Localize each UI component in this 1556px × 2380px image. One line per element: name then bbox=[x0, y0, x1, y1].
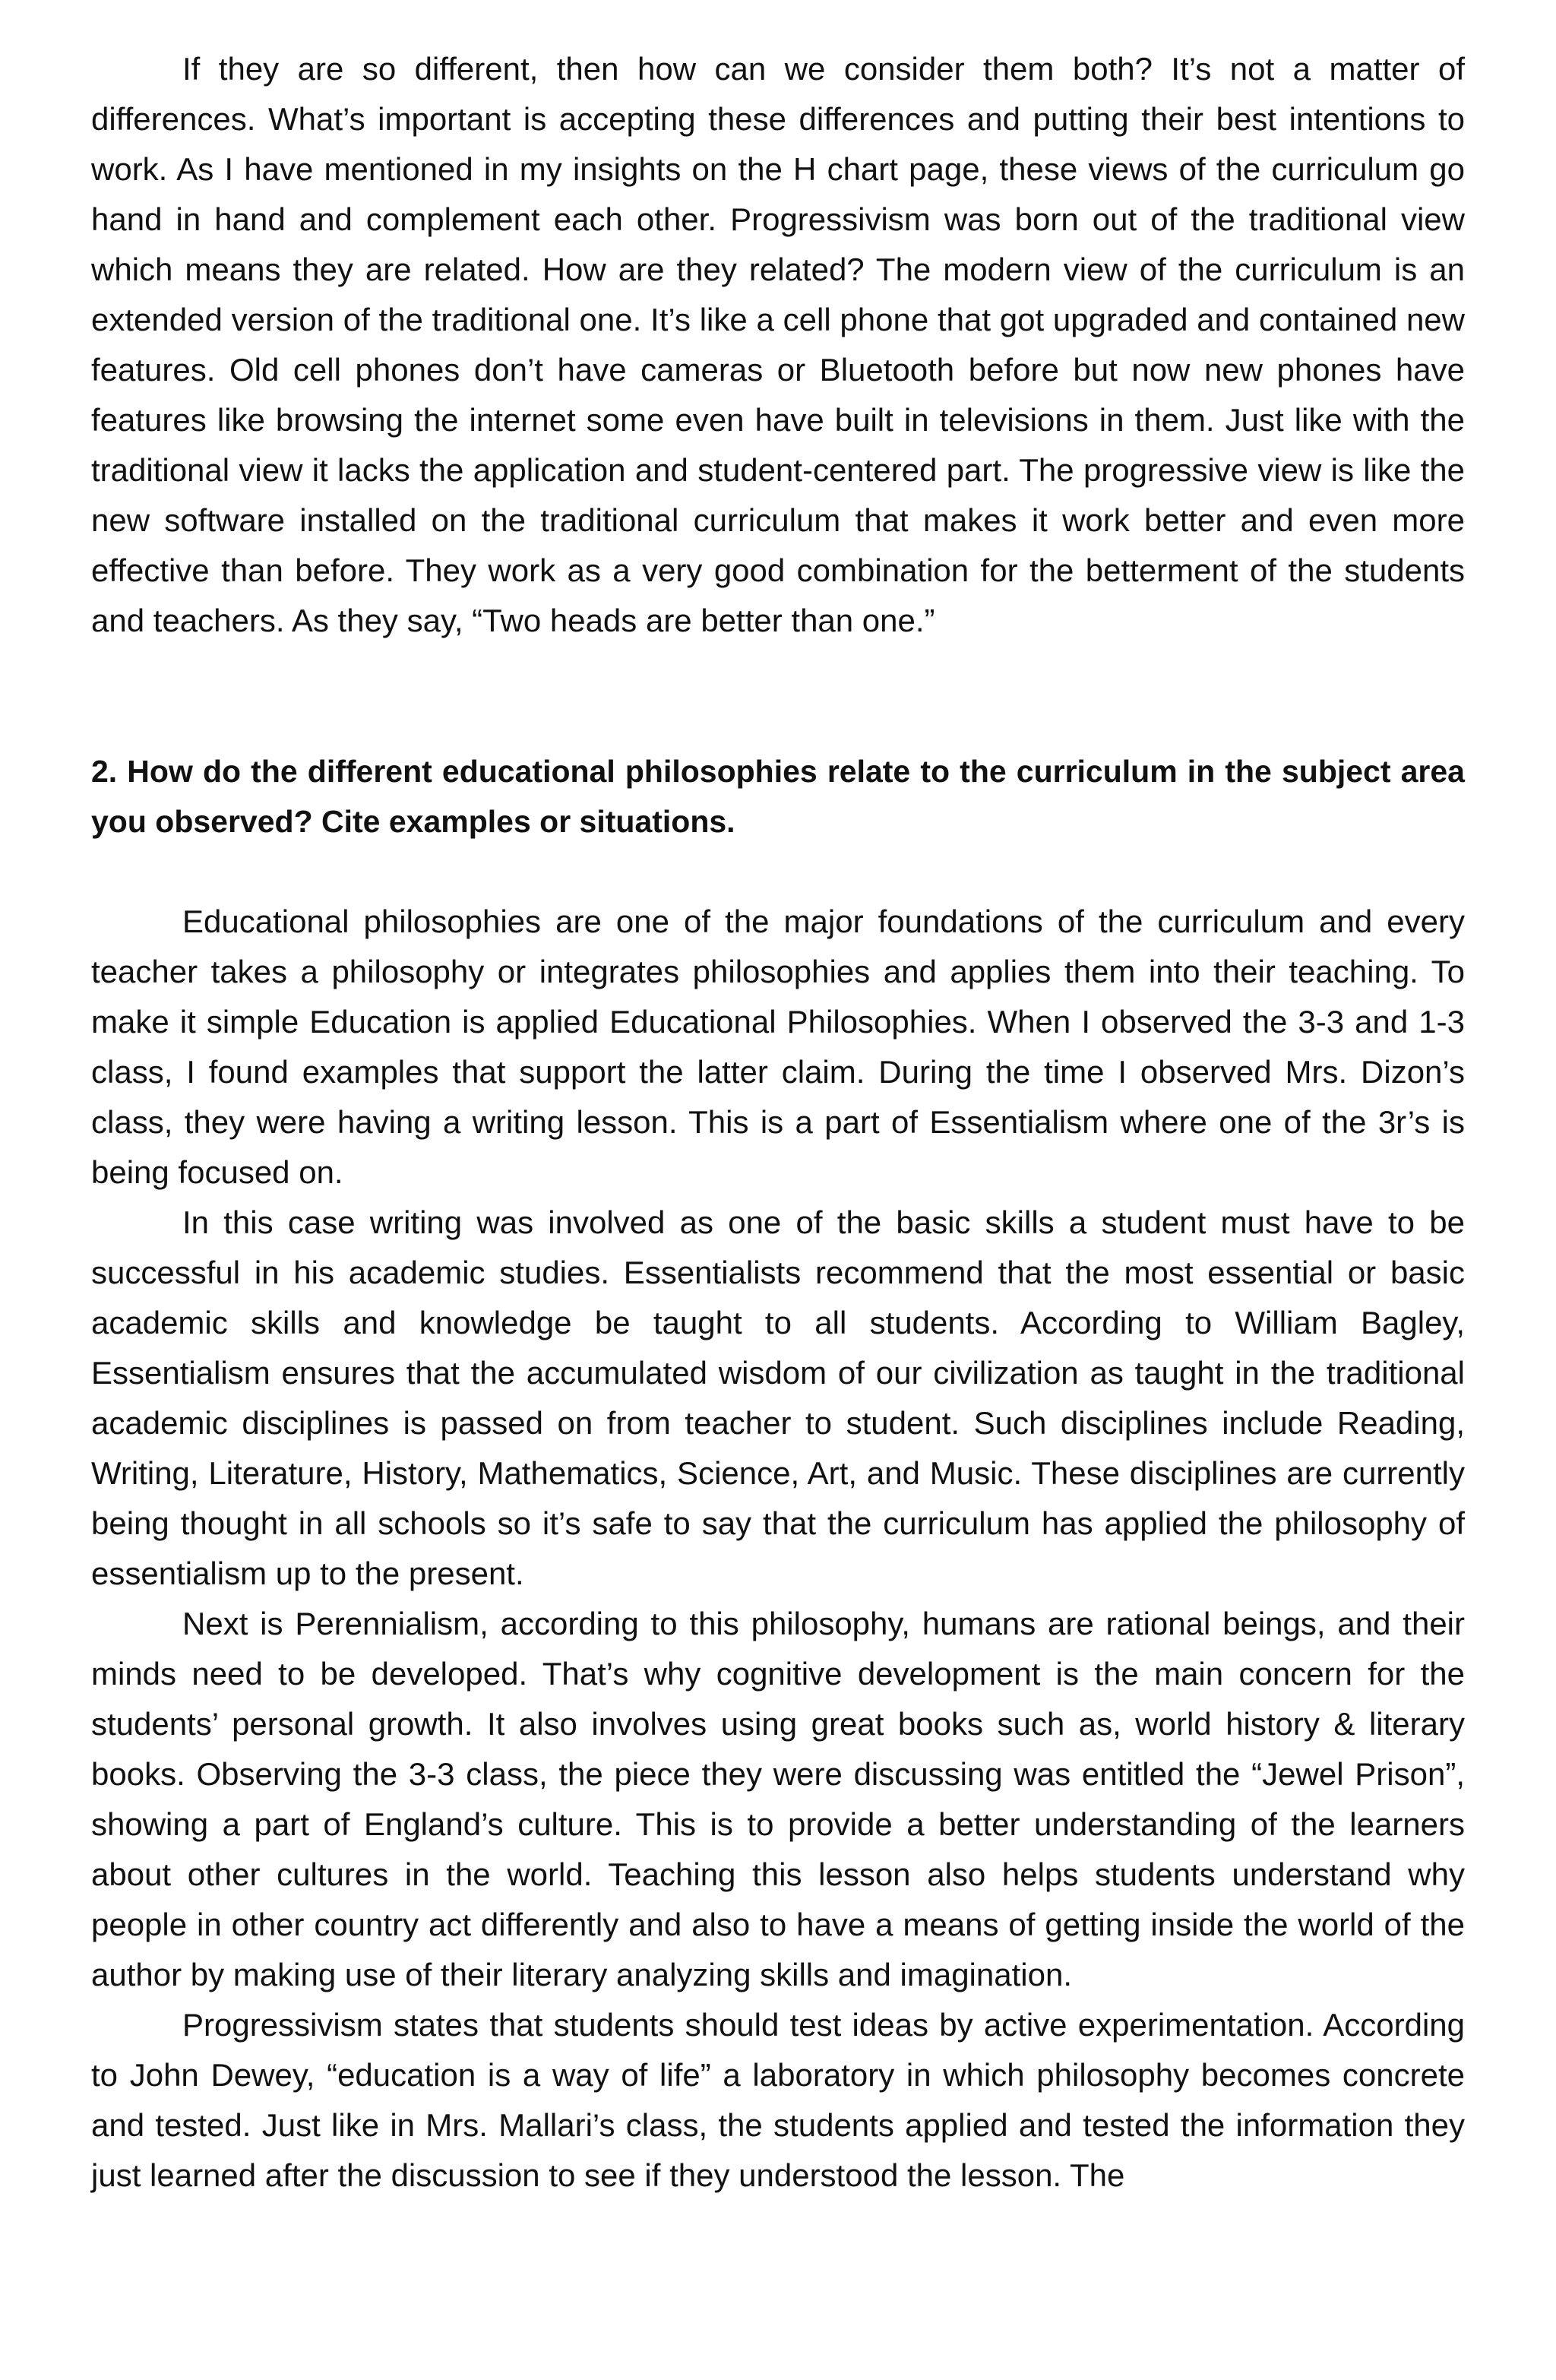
paragraph-essentialism: In this case writing was involved as one of the basic skills a student must have to be successful in his academic studies. Essentialists recommend that the most essential or basic academic skills and knowledge be taught to all students. According to William Bagley, Essentialism ensures that the accumulated wisdom of our civilization as taught in the traditional academic disciplines is passed on from teacher to student. Such disciplines include Reading, Writing, Literature, History, Mathematics, Science, Art, and Music. These disciplines are currently being thought in all schools so it’s safe to say that the curriculum has applied the philosophy of essentialism up to the present. bbox=[91, 1204, 1465, 1591]
question-heading: 2. How do the different educational philosophies relate to the curriculum in the subject area you observed? Cite examples or situations. bbox=[91, 754, 1465, 839]
paragraph-perennialism: Next is Perennialism, according to this philosophy, humans are rational beings, and their minds need to be developed. That’s why cognitive development is the main concern for the students’ personal growth. It also involves using great books such as, world history & literary books. Observing the 3-3 class, the piece they were discussing was entitled the “Jewel Prison”, showing a part of England’s culture. This is to provide a better understanding of the learners about other cultures in the world. Teaching this lesson also helps students understand why people in other country act differently and also to have a means of getting inside the world of the author by making use of their literary analyzing skills and imagination. bbox=[91, 1606, 1465, 1992]
document-page bbox=[91, 44, 1465, 2201]
intro-paragraph: If they are so different, then how can we consider them both? It’s not a matter of differences. What’s important is accepting these differences and putting their best intentions to work. As I have mentioned in my insights on the H chart page, these views of the curriculum go hand in hand and complement each other. Progressivism was born out of the traditional view which means they are related. How are they related? The modern view of the curriculum is an extended version of the traditional one. It’s like a cell phone that got upgraded and contained new features. Old cell phones don’t have cameras or Bluetooth before but now new phones have features like browsing the internet some even have built in televisions in them. Just like with the traditional view it lacks the application and student-centered part. The progressive view is like the new software installed on the traditional curriculum that makes it work better and even more effective than before. They work as a very good combination for the betterment of the students and teachers. As they say, “Two heads are better than one.” bbox=[91, 51, 1465, 638]
paragraph-educational-philosophies: Educational philosophies are one of the major foundations of the curriculum and every teacher takes a philosophy or integrates philosophies and applies them into their teaching. To make it simple Education is applied Educational Philosophies. When I observed the 3-3 and 1-3 class, I found examples that support the latter claim. During the time I observed Mrs. Dizon’s class, they were having a writing lesson. This is a part of Essentialism where one of the 3r’s is being focused on. bbox=[91, 904, 1465, 1190]
paragraph-progressivism: Progressivism states that students should test ideas by active experimentation. According to John Dewey, “education is a way of life” a laboratory in which philosophy becomes concrete and tested. Just like in Mrs. Mallari’s class, the students applied and tested the information they just learned after the discussion to see if they understood the lesson. The bbox=[91, 2007, 1465, 2193]
